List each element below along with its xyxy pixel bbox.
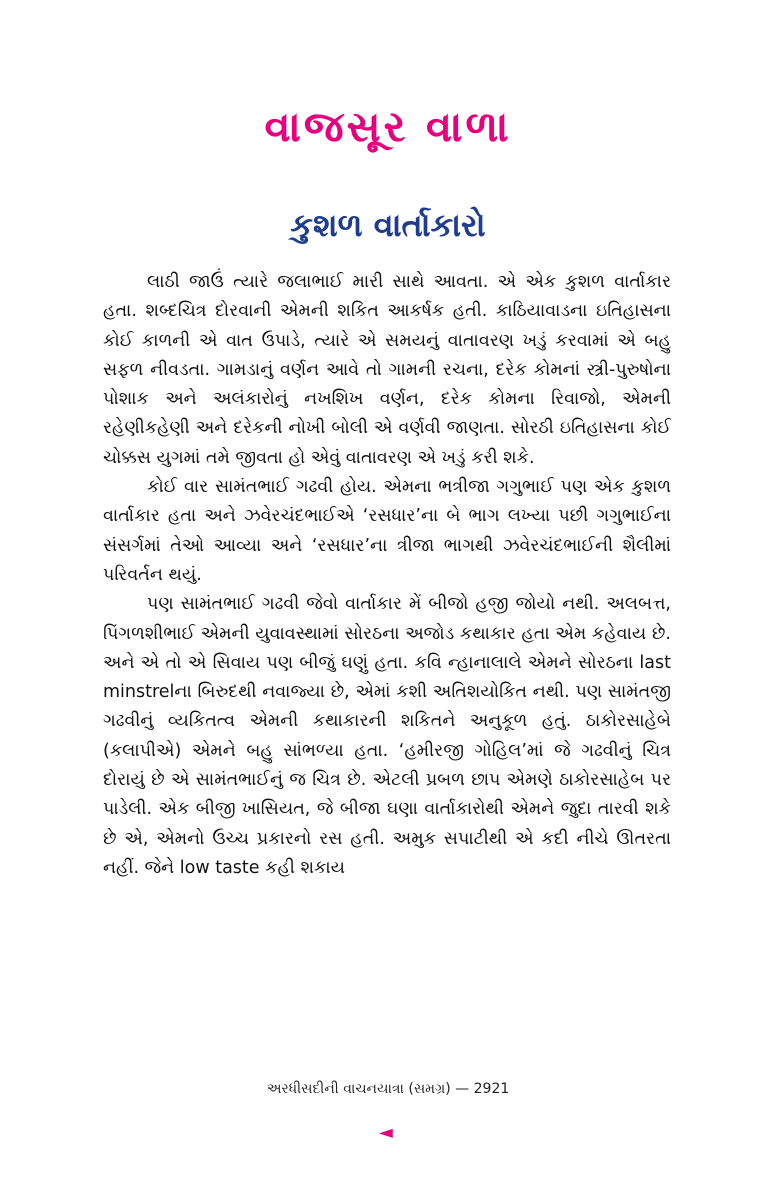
section-subtitle: કુશળ વાર્તાકારો — [290, 206, 486, 244]
previous-page-arrow-icon[interactable]: ◄ — [379, 1122, 393, 1143]
article-body — [103, 268, 671, 883]
paragraph-1: લાઠી જાઉં ત્યારે જલાભાઈ મારી સાથે આવતા. એ એક કુશળ વાર્તાકાર હતા. શબ્દચિત્ર દોરવાની એમની શકિત આકર્ષક હતી. કાઠિયાવાડના ઇતિહાસના કોઈ કાળની એ વાત ઉપાડે, ત્યારે એ સમયનું વાતાવરણ ખડું કરવામાં એ બહુ સફળ નીવડતા. ગામડાનું વર્ણન આવે તો ગામની રચના, દરેક કોમનાં સ્ત્રી-પુરુષોના પોશાક અને અલંકારોનું નખશિખ વર્ણન, દરેક કોમના રિવાજો, એમની રહેણીકહેણી અને દરેકની નોખી બોલી એ વર્ણવી જાણતા. સોરઠી ઇતિહાસના કોઈ ચોક્કસ યુગમાં તમે જીવતા હો એવું વાતાવરણ એ ખડું કરી શકે. — [103, 272, 671, 468]
page-title: વાજસૂર વાળા — [264, 102, 512, 151]
paragraph-2: કોઈ વાર સામંતભાઈ ગઢવી હોય. એમના ભત્રીજા ગગુભાઈ પણ એક કુશળ વાર્તાકાર હતા અને ઝવેરચંદભાઈએ ‘રસધાર’ના બે ભાગ લખ્યા પછી ગગુભાઈના સંસર્ગમાં તેઓ આવ્યા અને ‘રસધાર’ના ત્રીજા ભાગથી ઝવેરચંદભાઈની શૈલીમાં પરિવર્તન થયું. — [103, 477, 671, 585]
paragraph-3: પણ સામંતભાઈ ગઢવી જેવો વાર્તાકાર મેં બીજો હજી જોયો નથી. અલબત્ત, પિંગળશીભાઈ એમની યુવાવસ્થામાં સોરઠના અજોડ કથાકાર હતા એમ કહેવાય છે. અને એ તો એ સિવાય પણ બીજું ઘણું હતા. કવિ ન્હાનાલાલે એમને સોરઠના last minstrelના બિરુદથી નવાજ્યા છે, એમાં કશી અતિશયોકિત નથી. પણ સામંતજી ગઢવીનું વ્યકિતત્વ એમની કથાકારની શકિતને અનુકૂળ હતું. ઠાકોરસાહેબે (કલાપીએ) એમને બહુ સાંભળ્યા હતા. ‘હમીરજી ગોહિલ’માં જે ગઢવીનું ચિત્ર દોરાયું છે એ સામંતભાઈનું જ ચિત્ર છે. એટલી પ્રબળ છાપ એમણે ઠાકોરસાહેબ પર પાડેલી. એક બીજી ખાસિયત, જે બીજા ઘણા વાર્તાકારોથી એમને જુદા તારવી શકે છે એ, એમનો ઉચ્ચ પ્રકારનો રસ હતી. અમુક સપાટીથી એ કદી નીચે ઊતરતા નહીં. જેને low taste કહી શકાય — [103, 594, 671, 878]
page-footer: અરધીસદીની વાચનયાત્રા (સમગ્ર) — 2921 — [266, 1081, 510, 1097]
